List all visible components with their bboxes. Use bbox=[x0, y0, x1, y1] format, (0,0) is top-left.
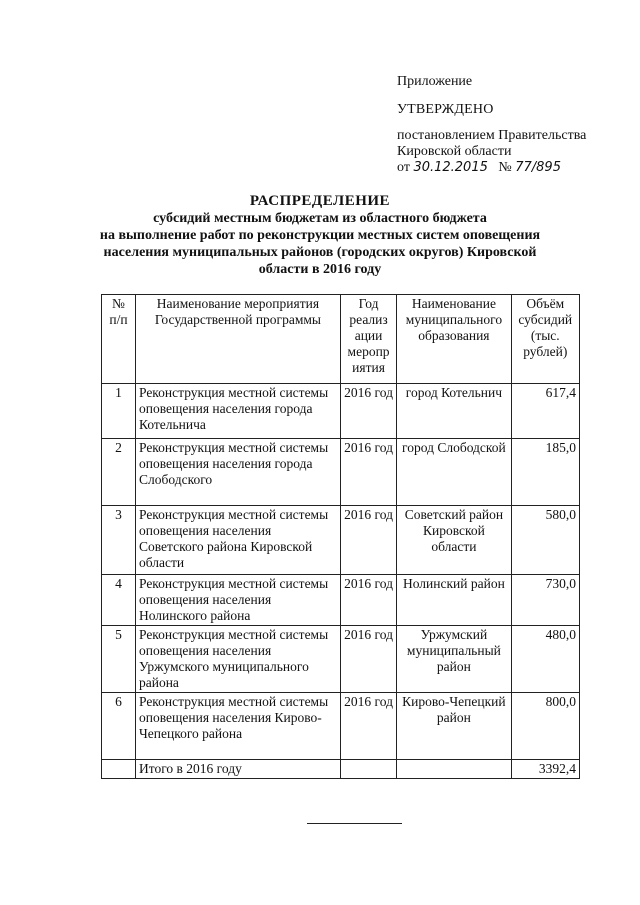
header-municipality: Наименование муниципального образования bbox=[397, 295, 511, 384]
header-name: Наименование мероприятия Государственной программы bbox=[135, 295, 340, 384]
total-year-cell bbox=[340, 760, 396, 779]
number-prefix: № bbox=[498, 160, 512, 175]
decree-line-1: постановлением Правительства bbox=[397, 128, 587, 143]
handwritten-date: 30.12.2015 bbox=[413, 160, 488, 175]
title-main: РАСПРЕДЕЛЕНИЕ bbox=[249, 193, 391, 209]
handwritten-number: 77/895 bbox=[515, 160, 561, 175]
title-line-1: субсидий местным бюджетам из областного бюджета bbox=[153, 211, 487, 226]
table-row bbox=[102, 439, 580, 506]
row-municipality: город Слободской bbox=[397, 439, 511, 506]
title-line-3: населения муниципальных районов (городских округов) Кировской bbox=[103, 245, 537, 260]
row-num: 5 bbox=[102, 626, 136, 693]
title-line-2: на выполнение работ по реконструкции местных систем оповещения bbox=[99, 228, 541, 243]
row-amount: 580,0 bbox=[511, 506, 579, 575]
row-municipality: Кирово-Чепецкий район bbox=[397, 693, 511, 760]
decree-line-2: Кировской области bbox=[397, 144, 512, 159]
document-title bbox=[95, 193, 545, 278]
row-name: Реконструкция местной системы оповещения населения Нолинского района bbox=[135, 575, 340, 626]
subsidy-table bbox=[101, 294, 580, 779]
total-amount: 3392,4 bbox=[511, 760, 579, 779]
row-year: 2016 год bbox=[340, 384, 396, 439]
table-row bbox=[102, 506, 580, 575]
table-row bbox=[102, 626, 580, 693]
total-label: Итого в 2016 году bbox=[135, 760, 340, 779]
table-header-row bbox=[102, 295, 580, 384]
row-year: 2016 год bbox=[340, 575, 396, 626]
row-num: 1 bbox=[102, 384, 136, 439]
row-municipality: Нолинский район bbox=[397, 575, 511, 626]
total-num-cell bbox=[102, 760, 136, 779]
appendix-label: Приложение bbox=[397, 74, 473, 89]
total-municipality-cell bbox=[397, 760, 511, 779]
row-name: Реконструкция местной системы оповещения населения Кирово-Чепецкого района bbox=[135, 693, 340, 760]
row-num: 2 bbox=[102, 439, 136, 506]
row-num: 4 bbox=[102, 575, 136, 626]
row-amount: 617,4 bbox=[511, 384, 579, 439]
row-num: 3 bbox=[102, 506, 136, 575]
table-row bbox=[102, 693, 580, 760]
row-name: Реконструкция местной системы оповещения населения Уржумского муниципального района bbox=[135, 626, 340, 693]
row-municipality: Советский район Кировской области bbox=[397, 506, 511, 575]
row-amount: 480,0 bbox=[511, 626, 579, 693]
row-name: Реконструкция местной системы оповещения населения города Котельнича bbox=[135, 384, 340, 439]
header-amount: Объём субсидий (тыс. рублей) bbox=[511, 295, 579, 384]
decree-date-line bbox=[397, 160, 635, 176]
approval-header bbox=[397, 74, 635, 176]
row-name: Реконструкция местной системы оповещения населения города Слободского bbox=[135, 439, 340, 506]
row-year: 2016 год bbox=[340, 626, 396, 693]
row-num: 6 bbox=[102, 693, 136, 760]
header-num: № п/п bbox=[102, 295, 136, 384]
end-divider bbox=[307, 823, 402, 824]
header-year: Год реализ ации меропр иятия bbox=[340, 295, 396, 384]
row-year: 2016 год bbox=[340, 439, 396, 506]
table-row bbox=[102, 575, 580, 626]
row-year: 2016 год bbox=[340, 693, 396, 760]
row-year: 2016 год bbox=[340, 506, 396, 575]
table-row bbox=[102, 384, 580, 439]
row-amount: 800,0 bbox=[511, 693, 579, 760]
total-row bbox=[102, 760, 580, 779]
row-name: Реконструкция местной системы оповещения населения Советского района Кировской области bbox=[135, 506, 340, 575]
date-prefix: от bbox=[397, 160, 410, 175]
title-line-4: области в 2016 году bbox=[258, 262, 382, 277]
row-municipality: Уржумский муниципальный район bbox=[397, 626, 511, 693]
row-amount: 185,0 bbox=[511, 439, 579, 506]
approved-label: УТВЕРЖДЕНО bbox=[397, 102, 494, 117]
row-amount: 730,0 bbox=[511, 575, 579, 626]
row-municipality: город Котельнич bbox=[397, 384, 511, 439]
